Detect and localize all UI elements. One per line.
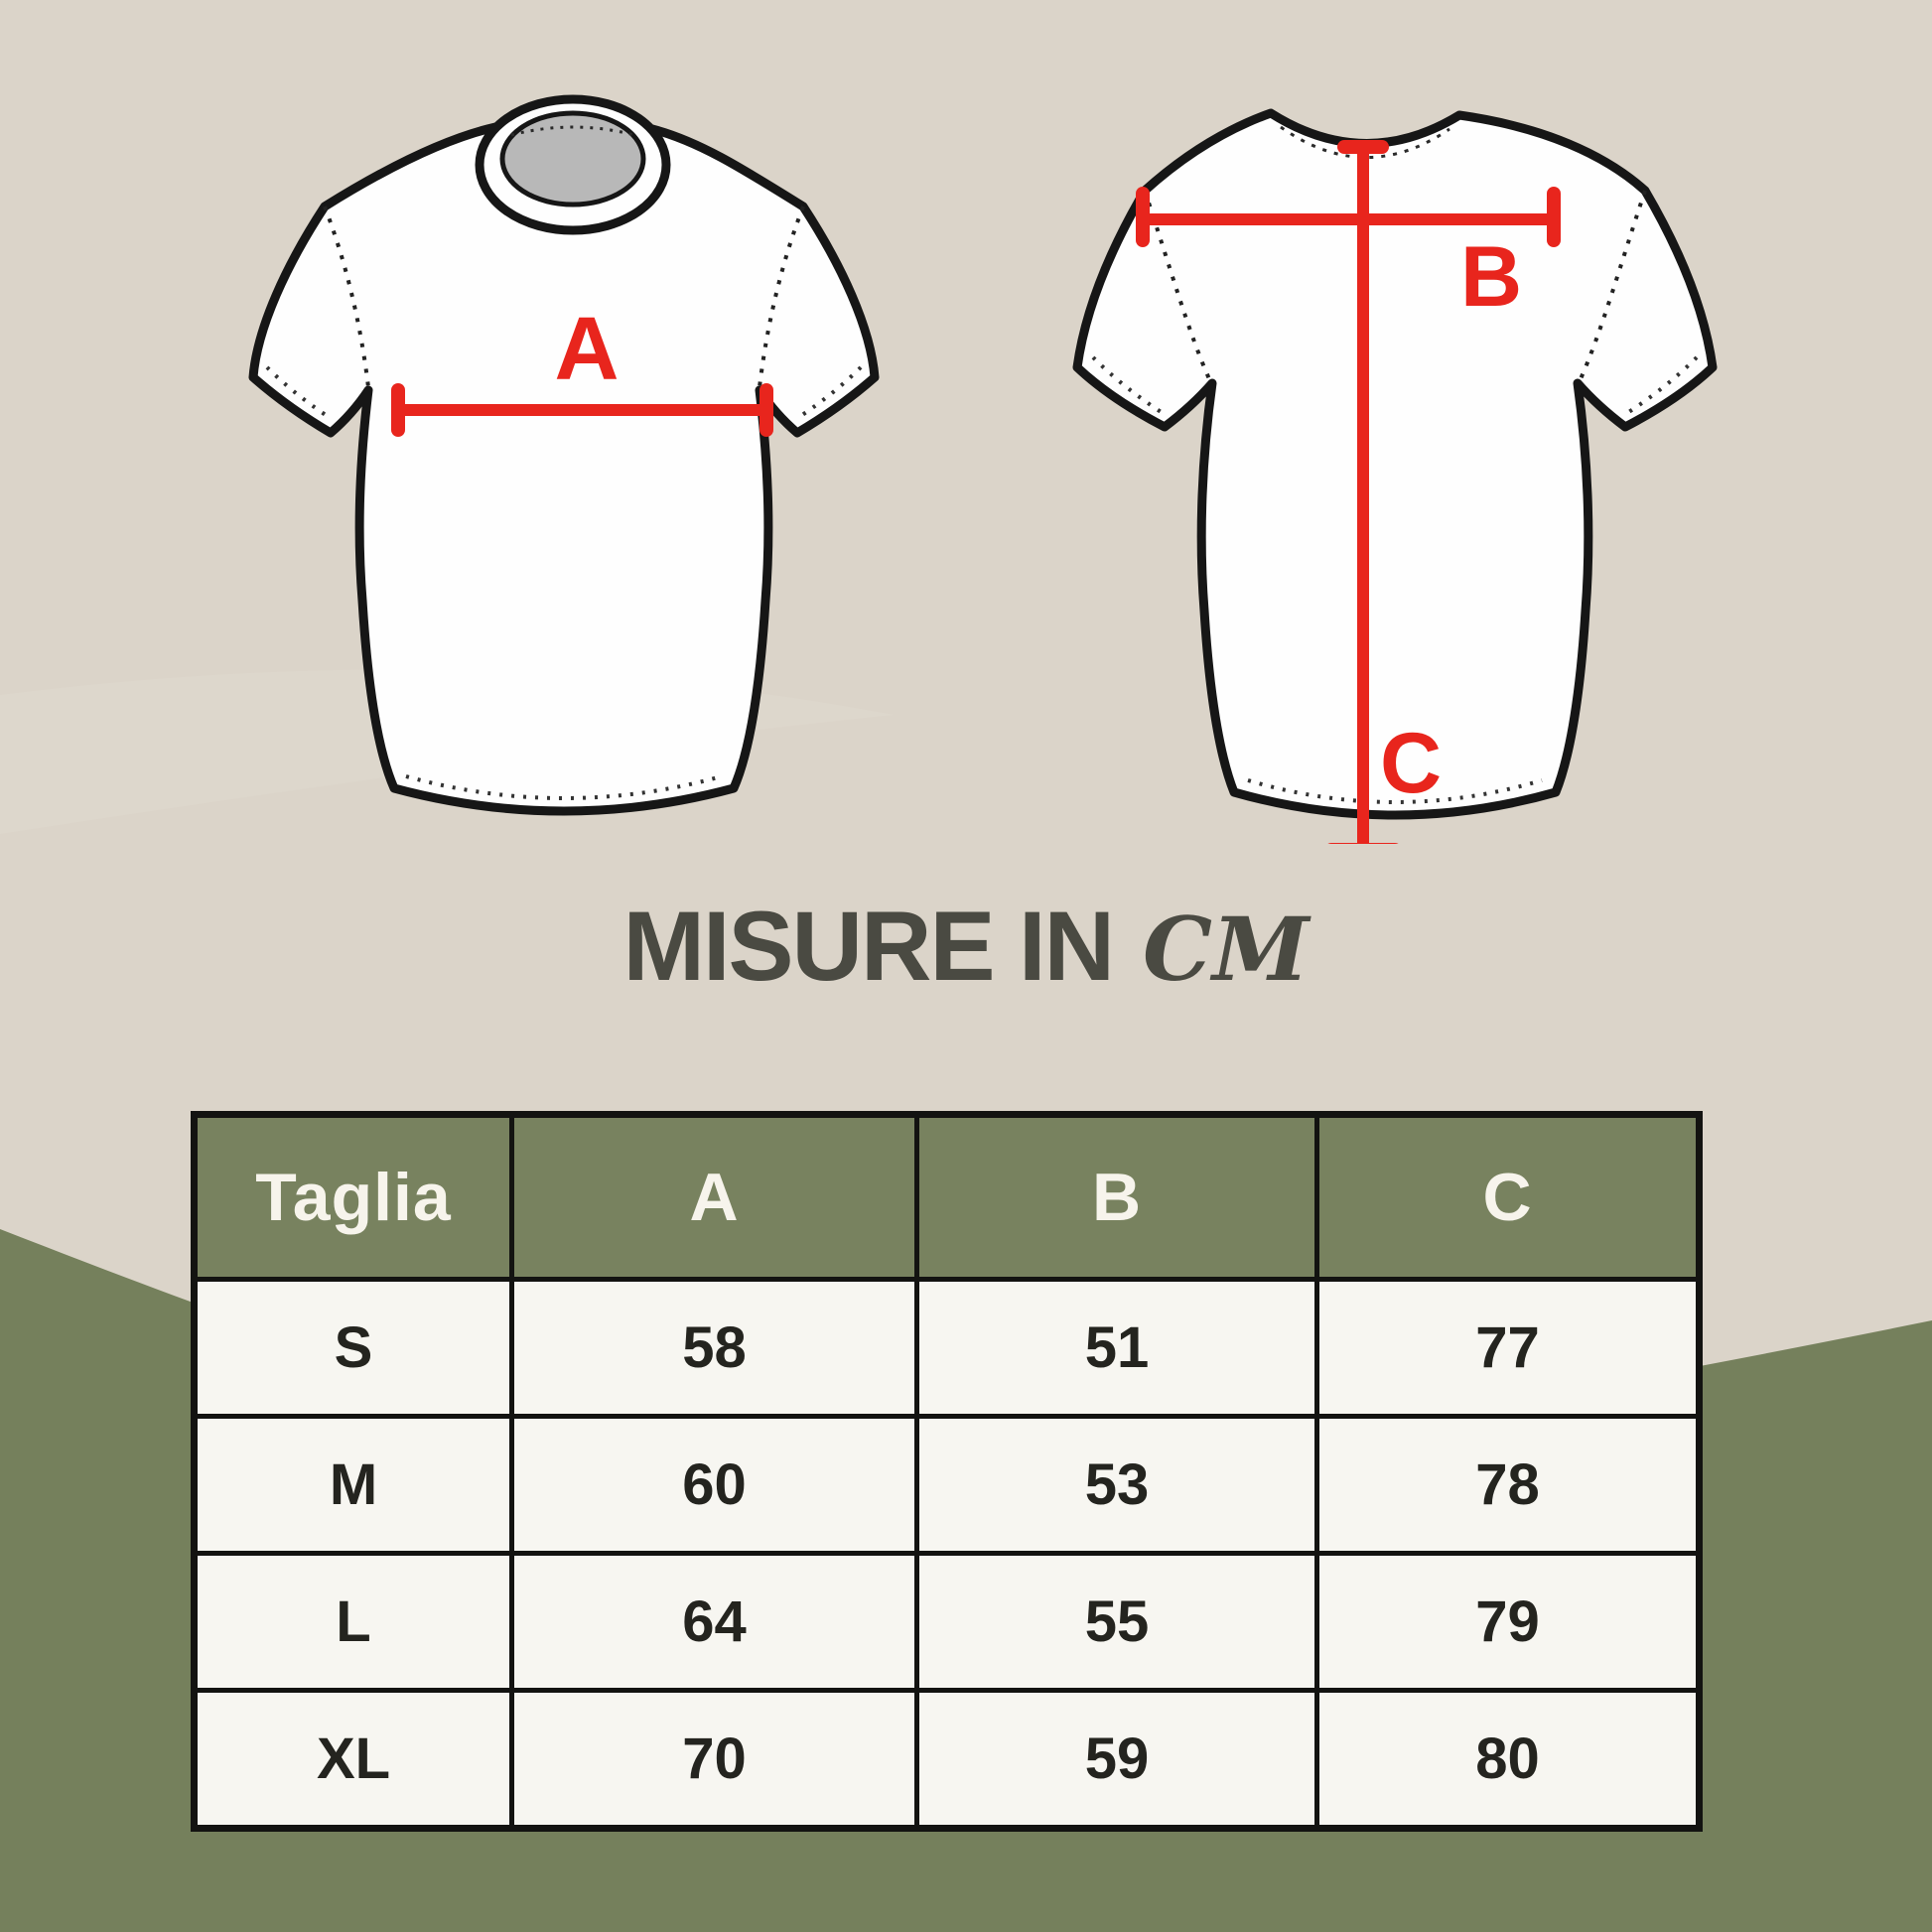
- value-cell: 53: [917, 1417, 1317, 1554]
- size-table: [191, 1111, 1703, 1832]
- tshirt-front-diagram: [223, 89, 889, 844]
- label-A: A: [554, 300, 620, 399]
- table-row-m: [195, 1417, 1700, 1554]
- header-taglia: Taglia: [195, 1115, 512, 1280]
- header-c: C: [1317, 1115, 1700, 1280]
- page-title: [0, 890, 1932, 1003]
- value-cell: 78: [1317, 1417, 1700, 1554]
- value-cell: 60: [512, 1417, 917, 1554]
- value-cell: 58: [512, 1280, 917, 1417]
- size-cell: M: [195, 1417, 512, 1554]
- label-B: B: [1459, 229, 1523, 325]
- label-C: C: [1379, 716, 1443, 811]
- value-cell: 80: [1317, 1691, 1700, 1829]
- title-unit: CM: [1143, 897, 1310, 1001]
- value-cell: 79: [1317, 1554, 1700, 1691]
- tshirt-back-diagram: [1067, 89, 1732, 844]
- size-table-header-row: [195, 1115, 1700, 1280]
- size-cell: XL: [195, 1691, 512, 1829]
- value-cell: 64: [512, 1554, 917, 1691]
- value-cell: 70: [512, 1691, 917, 1829]
- value-cell: 59: [917, 1691, 1317, 1829]
- header-b: B: [917, 1115, 1317, 1280]
- size-cell: L: [195, 1554, 512, 1691]
- title-text: MISURE IN: [622, 891, 1114, 1001]
- table-row-xl: [195, 1691, 1700, 1829]
- header-a: A: [512, 1115, 917, 1280]
- table-row-s: [195, 1280, 1700, 1417]
- table-row-l: [195, 1554, 1700, 1691]
- value-cell: 77: [1317, 1280, 1700, 1417]
- size-cell: S: [195, 1280, 512, 1417]
- value-cell: 55: [917, 1554, 1317, 1691]
- value-cell: 51: [917, 1280, 1317, 1417]
